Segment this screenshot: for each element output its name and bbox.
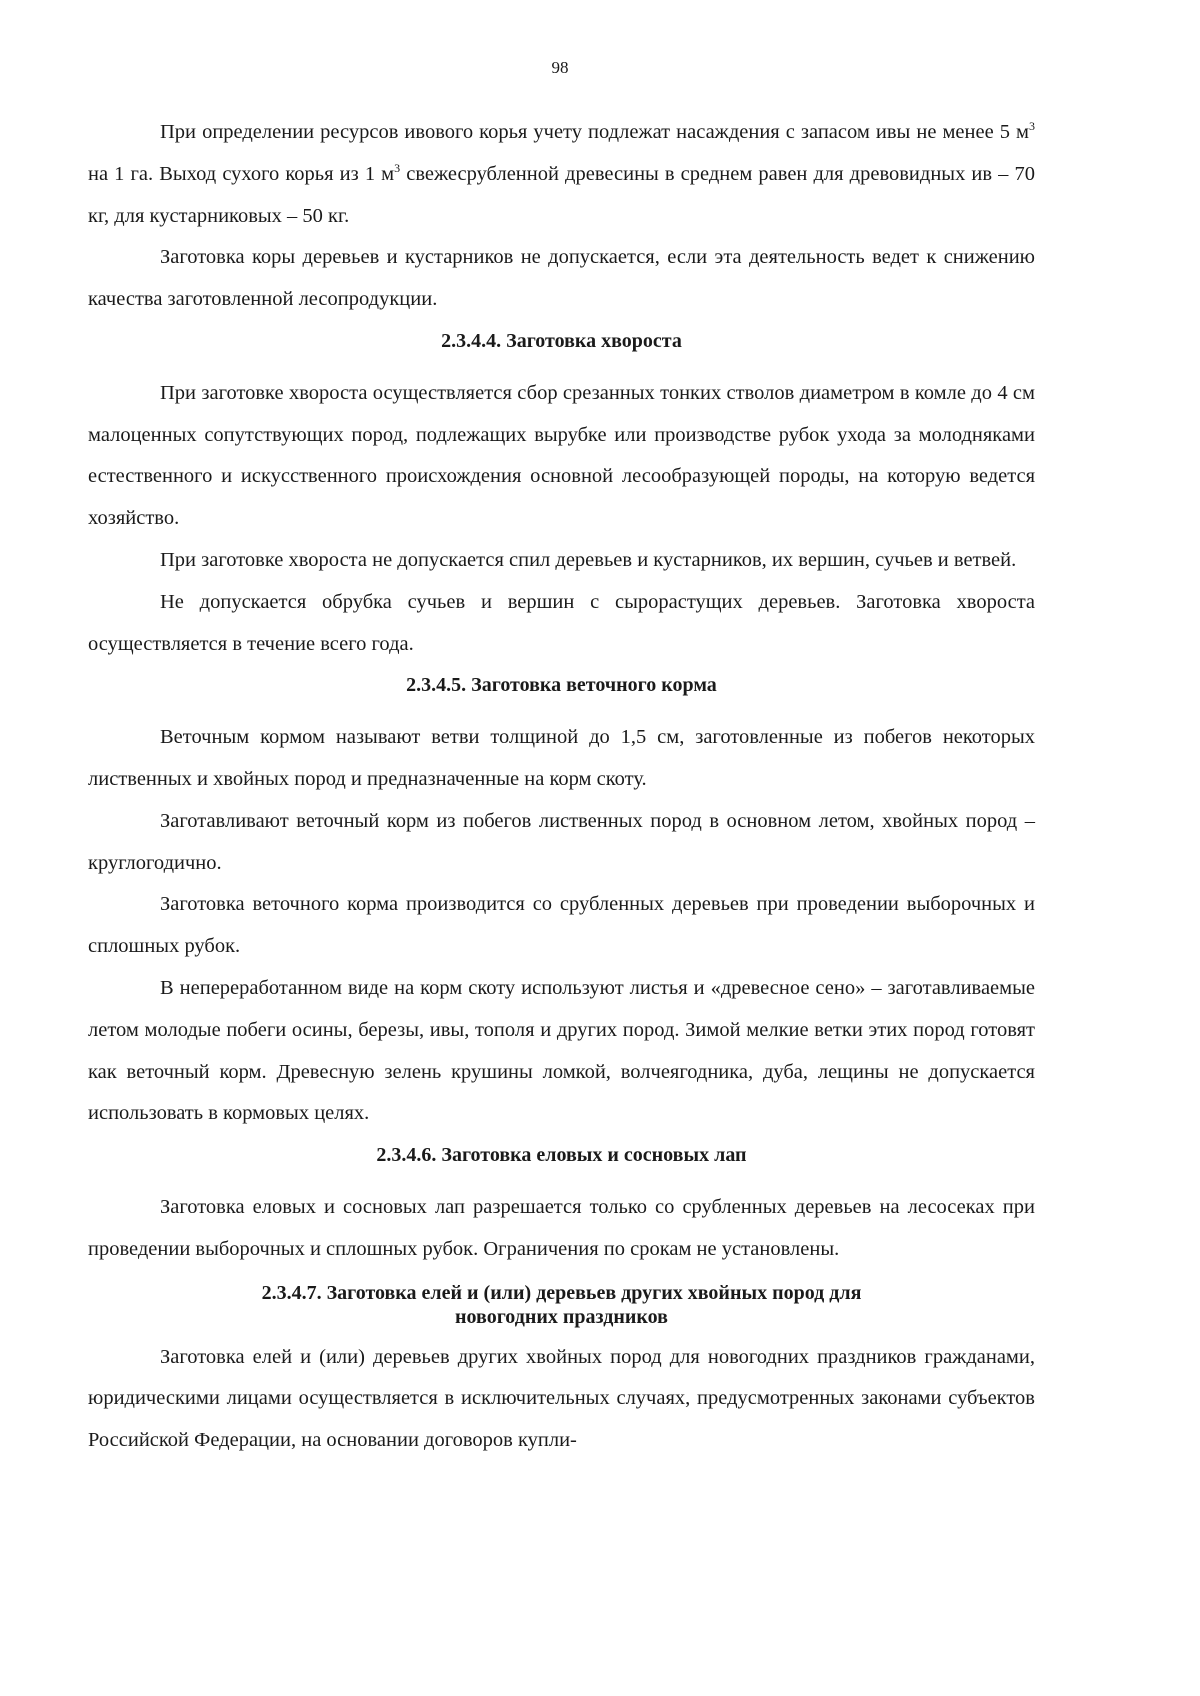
paragraph-bark-restriction: Заготовка коры деревьев и кустарников не допускается, если эта деятельность ведет к снижению качества заготовленной лесопродукции.: [88, 246, 1035, 311]
section-heading-spruce-pine-branches: 2.3.4.6. Заготовка еловых и сосновых лап: [376, 1144, 747, 1167]
section-heading-brushwood: 2.3.4.4. Заготовка хвороста: [441, 329, 682, 352]
paragraph-text: свежесрубленной древесины в среднем равен для древовидных ив – 70 кг, для кустарниковых – 50 кг.: [88, 162, 1035, 227]
paragraph-spruce-pine-branches: Заготовка еловых и сосновых лап разрешается только со срубленных деревьев на лесосеках при проведении выборочных и сплошных рубок. Ограничения по срокам не установлены.: [88, 1195, 1035, 1260]
paragraph-branch-fodder-definition: Веточным кормом называют ветви толщиной до 1,5 см, заготовленные из побегов некоторых лиственных и хвойных пород и предназначенные на корм скоту.: [88, 726, 1035, 790]
paragraph-branch-fodder-source: Заготовка веточного корма производится со срубленных деревьев при проведении выборочных и сплошных рубок.: [88, 893, 1035, 958]
heading-line-2: новогодних праздников: [455, 1305, 668, 1328]
page-content: [88, 112, 1035, 1462]
paragraph-text: При определении ресурсов ивового корья учету подлежат насаждения с запасом ивы не менее 5 м: [160, 121, 1029, 143]
superscript-3: 3: [1029, 119, 1035, 134]
paragraph-text: на 1 га. Выход сухого корья из 1 м: [88, 162, 395, 185]
paragraph-new-year-trees: Заготовка елей и (или) деревьев других хвойных пород для новогодних праздников гражданами, юридическими лицами осуществляется в исключительных случаях, предусмотренных законами субъектов Российской Федерации, на основании договоров купли-: [88, 1345, 1035, 1452]
heading-line-1: 2.3.4.7. Заготовка елей и (или) деревьев других хвойных пород для: [261, 1281, 862, 1304]
paragraph-tree-hay: В непереработанном виде на корм скоту используют листья и «древесное сено» – заготавливаемые летом молодые побеги осины, березы, ивы, тополя и других пород. Зимой мелкие ветки этих пород готовят как веточный корм. Древесную зелень крушины ломкой, волчеягодника, дуба, лещины не допускается использовать в кормовых целях.: [88, 976, 1035, 1125]
section-heading-branch-fodder: 2.3.4.5. Заготовка веточного корма: [406, 674, 717, 697]
superscript-3: 3: [394, 160, 401, 175]
paragraph-branch-fodder-season: Заготавливают веточный корм из побегов лиственных пород в основном летом, хвойных пород – круглогодично.: [88, 809, 1035, 874]
paragraph-brushwood-collection: При заготовке хвороста осуществляется сбор срезанных тонких стволов диаметром в комле до 4 см малоценных сопутствующих пород, подлежащих вырубке или производстве рубок ухода за молодняками естественного и искусственного происхождения основной лесообразующей породы, на которую ведется хозяйство.: [88, 381, 1035, 530]
paragraph-brushwood-season: Не допускается обрубка сучьев и вершин с сырорастущих деревьев. Заготовка хвороста осуществляется в течение всего года.: [88, 590, 1035, 655]
paragraph-willow-bark: [88, 112, 1035, 237]
page-number: 98: [551, 58, 569, 77]
paragraph-brushwood-prohibition: При заготовке хвороста не допускается спил деревьев и кустарников, их вершин, сучьев и ветвей.: [160, 548, 1017, 571]
section-heading-new-year-trees: [88, 1281, 1035, 1329]
